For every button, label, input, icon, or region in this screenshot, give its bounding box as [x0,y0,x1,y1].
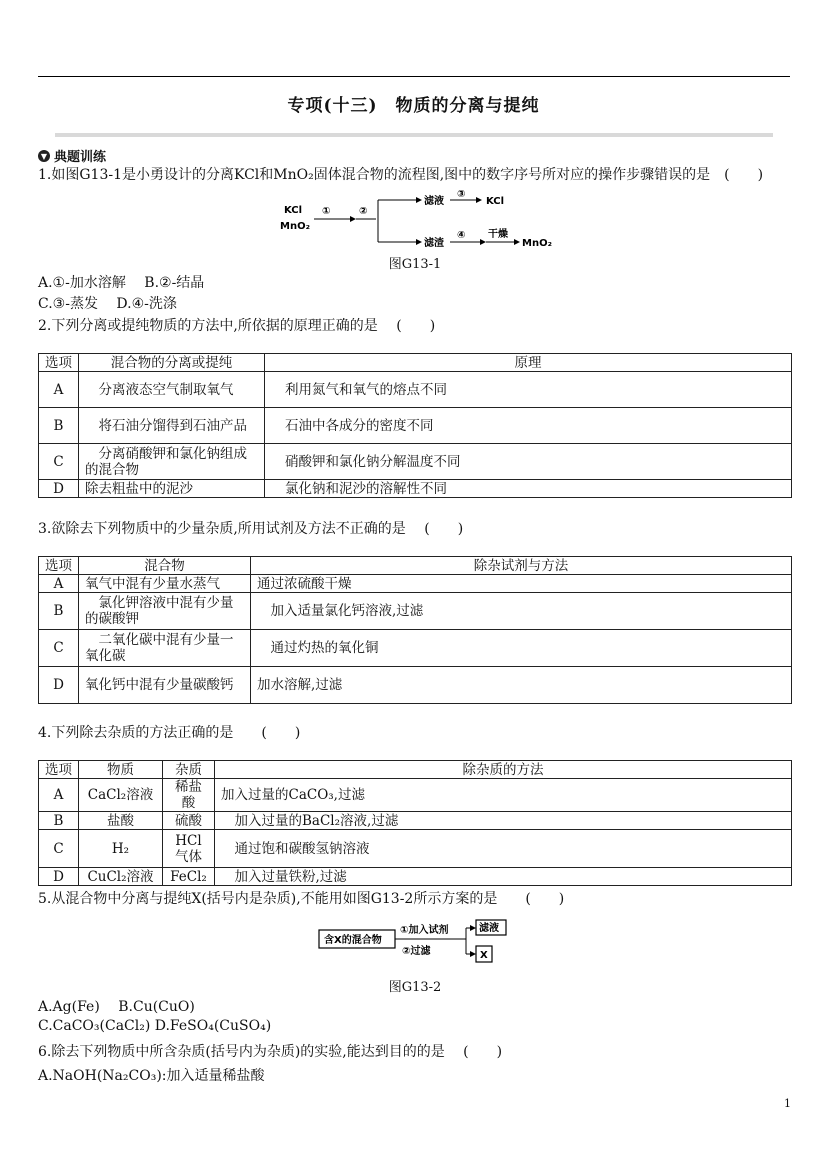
q1-stem: 1.如图G13-1是小勇设计的分离KCl和MnO₂固体混合物的流程图,图中的数字序号所对应的操作步骤错误的是 ( ) [38,167,764,183]
table-cell: 稀盐酸 [163,779,215,812]
flow-mno2: MnO₂ [280,221,310,232]
page-title: 专项(十三) 物质的分离与提纯 [287,96,540,116]
table-row [39,667,792,704]
table-row [39,408,792,444]
table-cell: 氧气中混有少量水蒸气 [79,575,251,593]
table-cell: B [39,593,79,630]
table-cell: 通过浓硫酸干燥 [251,575,792,593]
table-cell: 加入过量的BaCl₂溶液,过滤 [215,812,792,830]
flow-step4: ④ [457,230,466,241]
table-cell: 除去粗盐中的泥沙 [79,480,265,498]
table-row [39,593,792,630]
flow-step1: ① [322,206,331,217]
table-cell: 石油中各成分的密度不同 [265,408,792,444]
flow-product-kcl: KCl [486,196,505,207]
flow-add-reagent: ①加入试剂 [400,925,449,936]
table-cell: 氯化钾溶液中混有少量的碳酸钾 [79,593,251,630]
table-cell: CaCl₂溶液 [79,779,163,812]
table-cell: 加入适量氯化钙溶液,过滤 [251,593,792,630]
title-underline [55,133,773,137]
table-cell: 硫酸 [163,812,215,830]
table-row [39,480,792,498]
q5-stem: 5.从混合物中分离与提纯X(括号内是杂质),不能用如图G13-2所示方案的是 ( ) [38,891,565,907]
q1-options-2: C.③-蒸发 D.④-洗涤 [38,296,177,312]
table-cell: 物质 [79,761,163,779]
section-label: 典题训练 [54,150,107,165]
table-row [39,575,792,593]
table-cell: 加入过量的CaCO₃,过滤 [215,779,792,812]
flow-filtrate-box: 滤液 [479,923,499,934]
table-row [39,812,792,830]
table-cell: B [39,408,79,444]
q2-stem: 2.下列分离或提纯物质的方法中,所依据的原理正确的是 ( ) [38,318,436,334]
table-cell: D [39,667,79,704]
table-cell: FeCl₂ [163,868,215,886]
table-header-row [39,557,792,575]
table-cell: 除杂质的方法 [215,761,792,779]
table-cell: 将石油分馏得到石油产品 [79,408,265,444]
table-cell: 氧化钙中混有少量碳酸钙 [79,667,251,704]
table-cell: 杂质 [163,761,215,779]
table-cell: D [39,868,79,886]
q5-options-1: A.Ag(Fe) B.Cu(CuO) [38,999,195,1015]
flow-filter: ②过滤 [402,946,431,957]
table-cell: 分离液态空气制取氧气 [79,372,265,408]
table-row [39,444,792,480]
table-cell: 硝酸钾和氯化钠分解温度不同 [265,444,792,480]
table-cell: 分离硝酸钾和氯化钠组成的混合物 [79,444,265,480]
table-cell: A [39,372,79,408]
table-cell: B [39,812,79,830]
table-cell: 选项 [39,557,79,575]
flow-product-mno2: MnO₂ [522,238,552,249]
q1-options-1: A.①-加水溶解 B.②-结晶 [38,275,205,291]
table-cell: 通过灼热的氧化铜 [251,630,792,667]
flow-x-box: X [480,950,488,961]
table-cell: 加水溶解,过滤 [251,667,792,704]
q6-stem: 6.除去下列物质中所含杂质(括号内为杂质)的实验,能达到目的的是 ( ) [38,1044,503,1060]
table-row [39,779,792,812]
flow-mixture: 含X的混合物 [324,935,382,946]
table-cell: 二氧化碳中混有少量一氧化碳 [79,630,251,667]
table-header-row [39,354,792,372]
table-header-row [39,761,792,779]
flow-step2: ② [359,206,368,217]
table-cell: 氯化钠和泥沙的溶解性不同 [265,480,792,498]
table-cell: CuCl₂溶液 [79,868,163,886]
table-cell: A [39,575,79,593]
q4-stem: 4.下列除去杂质的方法正确的是 ( ) [38,725,301,741]
table-row [39,372,792,408]
table-cell: C [39,830,79,868]
q3-table [38,556,792,704]
section-heading [38,146,106,165]
flow-dry: 干燥 [488,229,508,240]
table-cell: A [39,779,79,812]
table-row [39,868,792,886]
table-cell: 混合物 [79,557,251,575]
q3-stem: 3.欲除去下列物质中的少量杂质,所用试剂及方法不正确的是 ( ) [38,521,464,537]
table-cell: 盐酸 [79,812,163,830]
table-cell: C [39,630,79,667]
table-cell: H₂ [79,830,163,868]
q2-table [38,353,792,498]
flowchart-g13-1 [270,189,570,254]
table-cell: 加入过量铁粉,过滤 [215,868,792,886]
q6-option-a: A.NaOH(Na₂CO₃):加入适量稀盐酸 [38,1068,265,1084]
top-rule [38,76,790,77]
figure-caption: 图G13-2 [388,980,442,995]
table-cell: C [39,444,79,480]
flow-filtrate: 滤液 [424,196,444,207]
table-row [39,830,792,868]
table-cell: D [39,480,79,498]
page-number: 1 [784,1097,791,1110]
chevron-down-icon: ▼ [38,150,50,162]
table-header: 原理 [265,354,792,372]
q5-options-2: C.CaCO₃(CaCl₂) D.FeSO₄(CuSO₄) [38,1018,272,1034]
flowchart-g13-2 [318,918,518,966]
table-header: 选项 [39,354,79,372]
table-cell: 除杂试剂与方法 [251,557,792,575]
table-cell: 选项 [39,761,79,779]
figure-caption: 图G13-1 [388,257,442,272]
table-cell: 利用氮气和氧气的熔点不同 [265,372,792,408]
table-header: 混合物的分离或提纯 [79,354,265,372]
table-cell: HCl 气体 [163,830,215,868]
q4-table [38,760,792,886]
table-cell: 通过饱和碳酸氢钠溶液 [215,830,792,868]
flow-step3: ③ [457,189,466,200]
flow-residue: 滤渣 [424,238,444,249]
table-row [39,630,792,667]
flow-kcl: KCl [284,205,303,216]
